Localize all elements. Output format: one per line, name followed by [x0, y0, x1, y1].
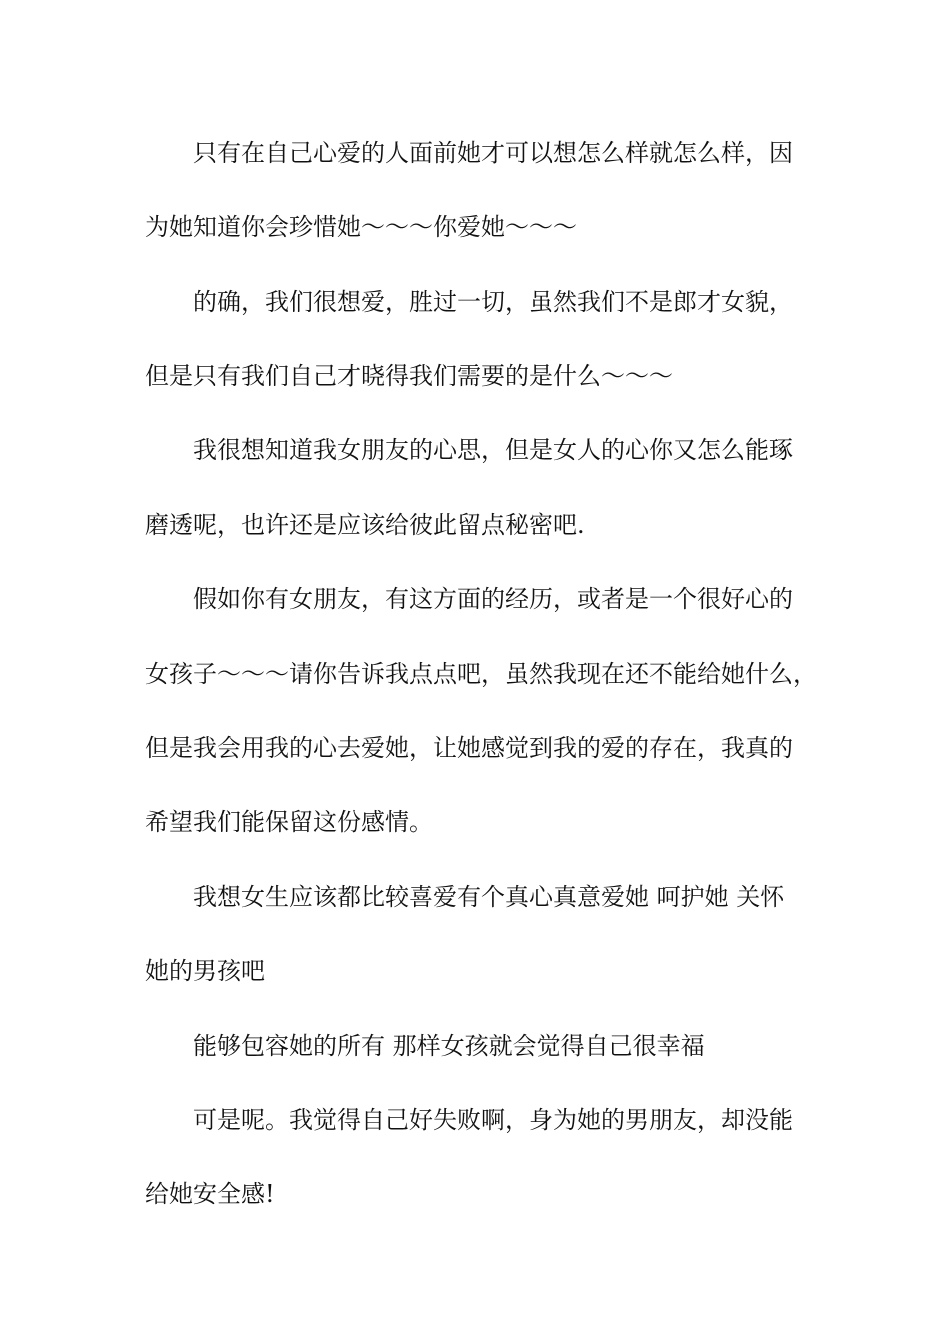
- text-line-8: 女孩子～～～请你告诉我点点吧，虽然我现在还不能给她什么，: [145, 660, 817, 688]
- text-line-5: 我很想知道我女朋友的心思，但是女人的心你又怎么能琢: [193, 436, 793, 464]
- text-line-7: 假如你有女朋友，有这方面的经历，或者是一个很好心的: [193, 585, 793, 613]
- text-line-13: 能够包容她的所有 那样女孩就会觉得自己很幸福: [193, 1032, 705, 1060]
- text-line-12: 她的男孩吧: [145, 957, 265, 985]
- text-line-6: 磨透呢，也许还是应该给彼此留点秘密吧.: [145, 511, 585, 539]
- text-line-14: 可是呢。我觉得自己好失败啊，身为她的男朋友，却没能: [193, 1106, 793, 1134]
- text-line-10: 希望我们能保留这份感情。: [145, 808, 433, 836]
- text-line-1: 只有在自己心爱的人面前她才可以想怎么样就怎么样，因: [193, 139, 793, 167]
- text-line-3: 的确，我们很想爱，胜过一切，虽然我们不是郎才女貌，: [193, 288, 793, 316]
- text-line-15: 给她安全感!: [145, 1180, 275, 1208]
- text-line-2: 为她知道你会珍惜她～～～你爱她～～～: [145, 213, 577, 241]
- text-line-4: 但是只有我们自己才晓得我们需要的是什么～～～: [145, 362, 673, 390]
- text-line-9: 但是我会用我的心去爱她，让她感觉到我的爱的存在，我真的: [145, 734, 793, 762]
- text-line-11: 我想女生应该都比较喜爱有个真心真意爱她 呵护她 关怀: [193, 883, 785, 911]
